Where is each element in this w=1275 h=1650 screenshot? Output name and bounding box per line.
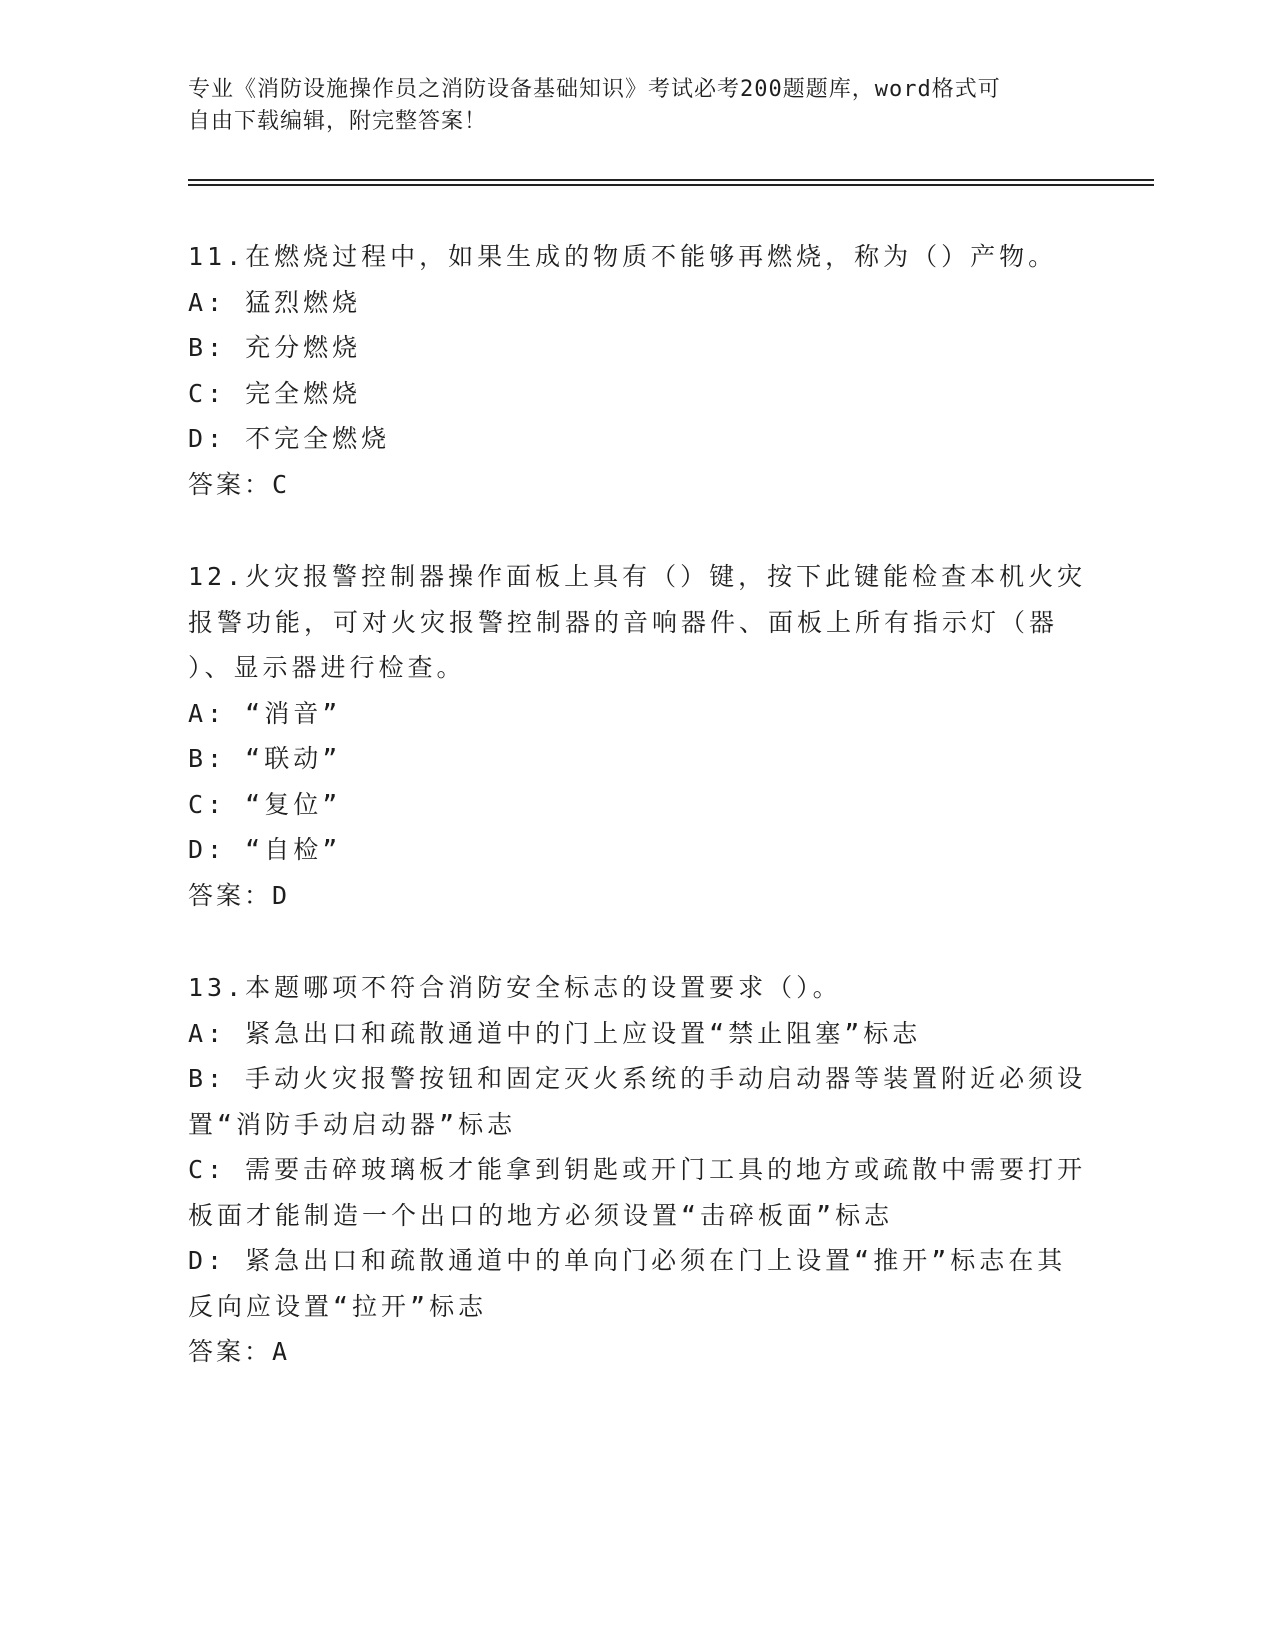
answer [188, 1329, 1088, 1375]
option-c-cont: 板面才能制造一个出口的地方必须设置“击碎板面”标志 [188, 1200, 894, 1230]
option-b-cont: 置“消防手动启动器”标志 [188, 1109, 517, 1139]
option-b: B: 手动火灾报警按钮和固定灭火系统的手动启动器等装置附近必须设 [188, 1064, 1087, 1093]
question-13 [188, 965, 1088, 1375]
option-b: B: 充分燃烧 [188, 333, 362, 362]
option-d: D: 紧急出口和疏散通道中的单向门必须在门上设置“推开”标志在其 [188, 1246, 1067, 1275]
answer-value: A [272, 1337, 290, 1366]
document-header [188, 74, 1068, 138]
question-stem: 12.火灾报警控制器操作面板上具有（）键，按下此键能检查本机火灾 [188, 562, 1087, 591]
question-11 [188, 234, 1088, 507]
option-d: D: “自检” [188, 835, 342, 864]
option-a: A: 猛烈燃烧 [188, 287, 362, 317]
option-d: D: 不完全燃烧 [188, 424, 391, 453]
answer-label: 答案： [188, 1337, 273, 1366]
answer-label: 答案： [188, 469, 273, 499]
option-a: A: 紧急出口和疏散通道中的门上应设置“禁止阻塞”标志 [188, 1018, 922, 1048]
question-stem-cont: 报警功能，可对火灾报警控制器的音响器件、面板上所有指示灯（器 [188, 607, 1059, 637]
header-divider-top [188, 179, 1154, 181]
option-c: C: “复位” [188, 789, 342, 819]
question-12 [188, 554, 1088, 918]
option-a: A: “消音” [188, 698, 342, 728]
option-c: C: 需要击碎玻璃板才能拿到钥匙或开门工具的地方或疏散中需要打开 [188, 1155, 1087, 1184]
answer-value: D [272, 880, 290, 910]
question-stem: 13.本题哪项不符合消防安全标志的设置要求（）。 [188, 973, 842, 1002]
header-line-1: 专业《消防设施操作员之消防设备基础知识》考试必考200题题库，word格式可 [188, 77, 1001, 102]
question-stem-cont: ）、显示器进行检查。 [188, 653, 466, 682]
option-b: B: “联动” [188, 744, 342, 773]
header-divider-bottom [188, 184, 1154, 186]
answer [188, 462, 1088, 508]
question-list [188, 234, 1088, 1422]
question-stem: 11.在燃烧过程中，如果生成的物质不能够再燃烧，称为（）产物。 [188, 242, 1058, 271]
answer [188, 873, 1088, 919]
answer-value: C [272, 469, 290, 499]
header-line-2: 自由下载编辑，附完整答案！ [188, 109, 488, 134]
option-c: C: 完全燃烧 [188, 378, 362, 408]
option-d-cont: 反向应设置“拉开”标志 [188, 1291, 488, 1321]
answer-label: 答案： [188, 880, 273, 910]
